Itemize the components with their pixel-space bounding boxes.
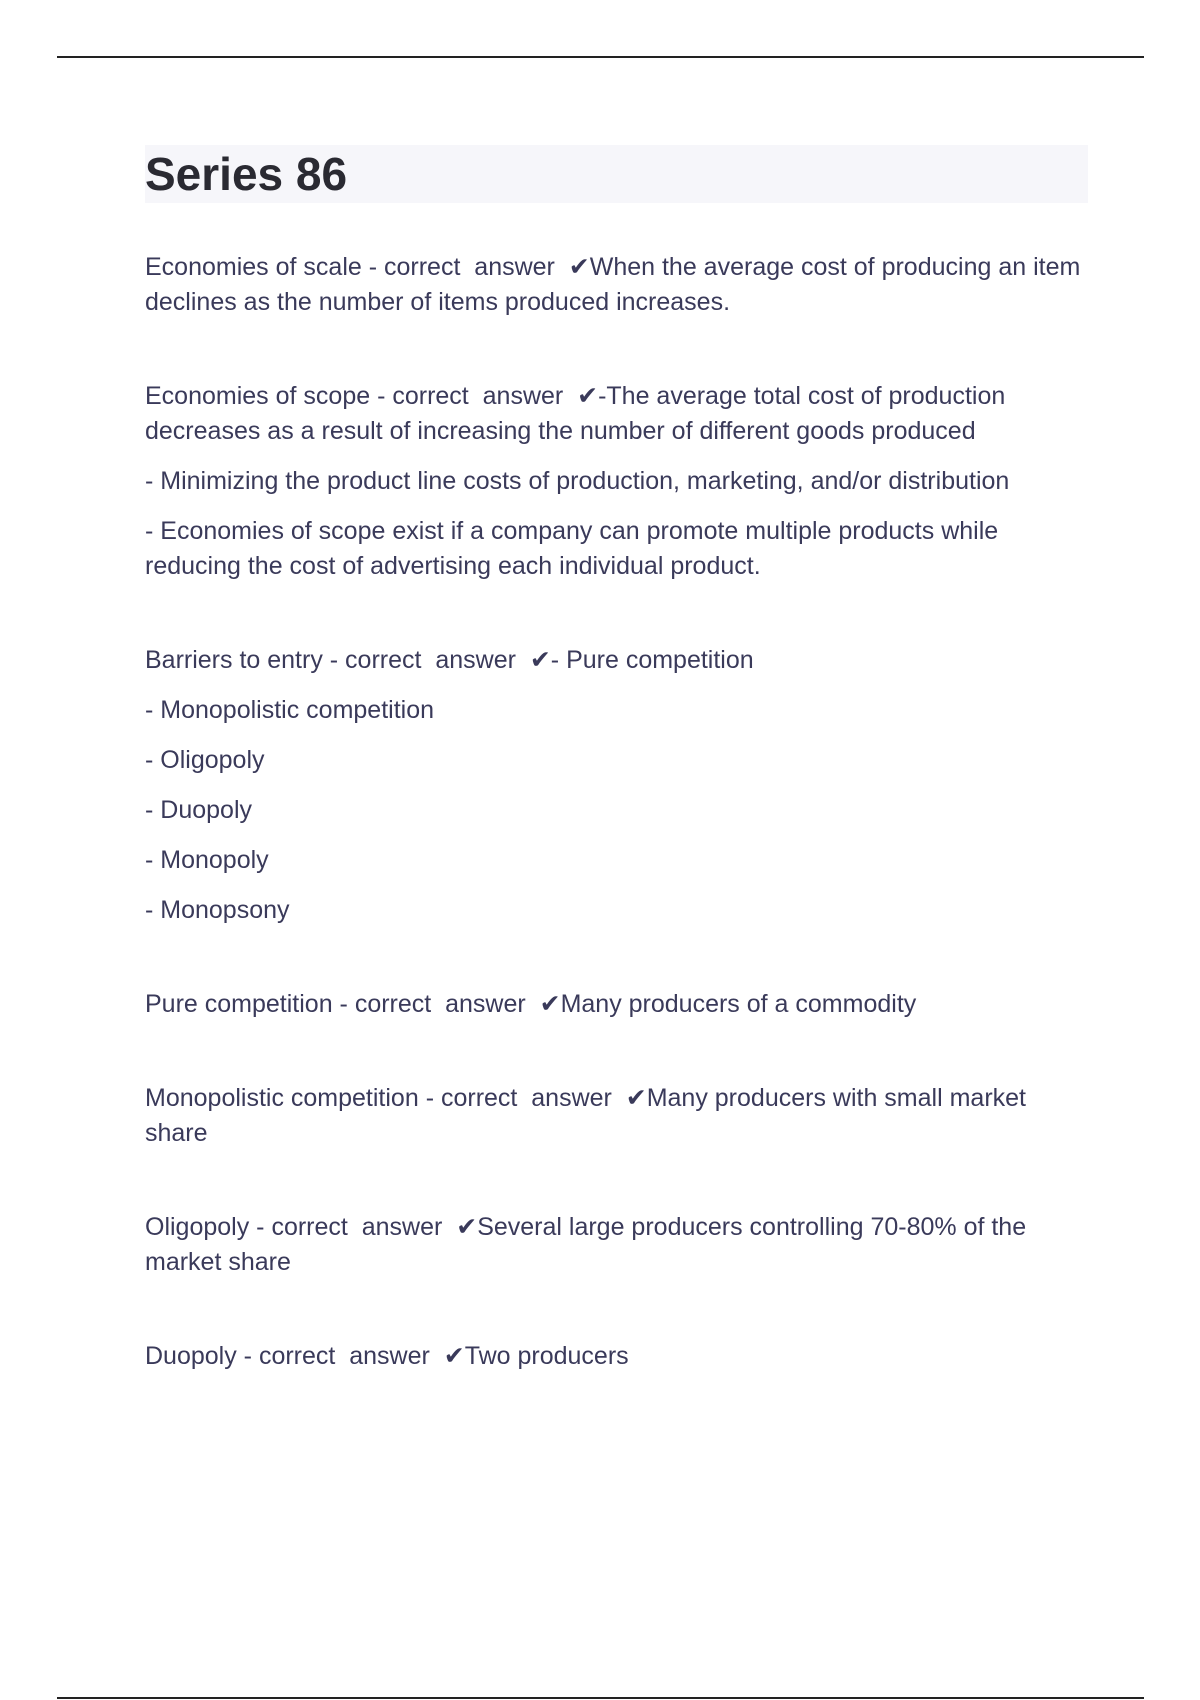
qa-question-line <box>145 1339 1095 1374</box>
answer-text: Two producers <box>464 1342 629 1370</box>
qa-entry <box>145 1210 1095 1280</box>
term-text: Oligopoly <box>145 1213 250 1241</box>
qa-entry <box>145 379 1095 584</box>
qa-question-line <box>145 1081 1095 1151</box>
checkmark-icon: ✔ <box>456 1213 478 1241</box>
qa-question-line <box>145 250 1095 320</box>
qa-entry <box>145 987 1095 1022</box>
page-title: Series 86 <box>145 148 348 200</box>
correct-answer-label: - correct answer <box>361 253 569 281</box>
answer-continuation-line: - Monopolistic competition <box>145 696 435 724</box>
term-text: Pure competition <box>145 990 333 1018</box>
correct-answer-label: - correct answer <box>236 1342 444 1370</box>
footer-rule <box>57 1697 1144 1699</box>
title-banner <box>145 145 1088 203</box>
answer-text: Several large producers controlling 70-80% of the market share <box>145 1213 1027 1276</box>
checkmark-icon: ✔ <box>529 646 551 674</box>
answer-continuation-line: - Monopsony <box>145 896 290 924</box>
qa-entry <box>145 643 1095 928</box>
correct-answer-label: - correct answer <box>332 990 540 1018</box>
answer-continuation-line: - Monopoly <box>145 846 269 874</box>
correct-answer-label: - correct answer <box>370 382 578 410</box>
term-text: Economies of scope <box>145 382 371 410</box>
checkmark-icon: ✔ <box>568 253 590 281</box>
header-rule <box>57 56 1144 58</box>
term-text: Duopoly <box>145 1342 237 1370</box>
qa-entry <box>145 1081 1095 1151</box>
qa-question-line <box>145 379 1095 449</box>
checkmark-icon: ✔ <box>625 1084 647 1112</box>
checkmark-icon: ✔ <box>539 990 561 1018</box>
qa-question-line <box>145 643 1095 678</box>
answer-continuation-line: - Duopoly <box>145 796 252 824</box>
answer-text: Many producers of a commodity <box>560 990 917 1018</box>
correct-answer-label: - correct answer <box>249 1213 457 1241</box>
answer-text: Many producers with small market share <box>145 1084 1026 1147</box>
correct-answer-label: - correct answer <box>322 646 530 674</box>
term-text: Barriers to entry <box>145 646 323 674</box>
answer-text: -The average total cost of production decreases as a result of increasing the number of different goods produced <box>145 382 1006 445</box>
qa-list <box>145 250 1095 1433</box>
qa-entry <box>145 1339 1095 1374</box>
term-text: Economies of scale <box>145 253 362 281</box>
correct-answer-label: - correct answer <box>418 1084 626 1112</box>
answer-continuation-line: - Economies of scope exist if a company can promote multiple products while reducing the cost of advertising each individual product. <box>145 517 999 580</box>
checkmark-icon: ✔ <box>577 382 599 410</box>
checkmark-icon: ✔ <box>443 1342 465 1370</box>
qa-entry <box>145 250 1095 320</box>
answer-text: - Pure competition <box>550 646 754 674</box>
answer-continuation-line: - Oligopoly <box>145 746 265 774</box>
qa-question-line <box>145 987 1095 1022</box>
term-text: Monopolistic competition <box>145 1084 419 1112</box>
qa-question-line <box>145 1210 1095 1280</box>
answer-continuation-line: - Minimizing the product line costs of production, marketing, and/or distribution <box>145 467 1010 495</box>
answer-text: When the average cost of producing an item declines as the number of items produced increases. <box>145 253 1081 316</box>
